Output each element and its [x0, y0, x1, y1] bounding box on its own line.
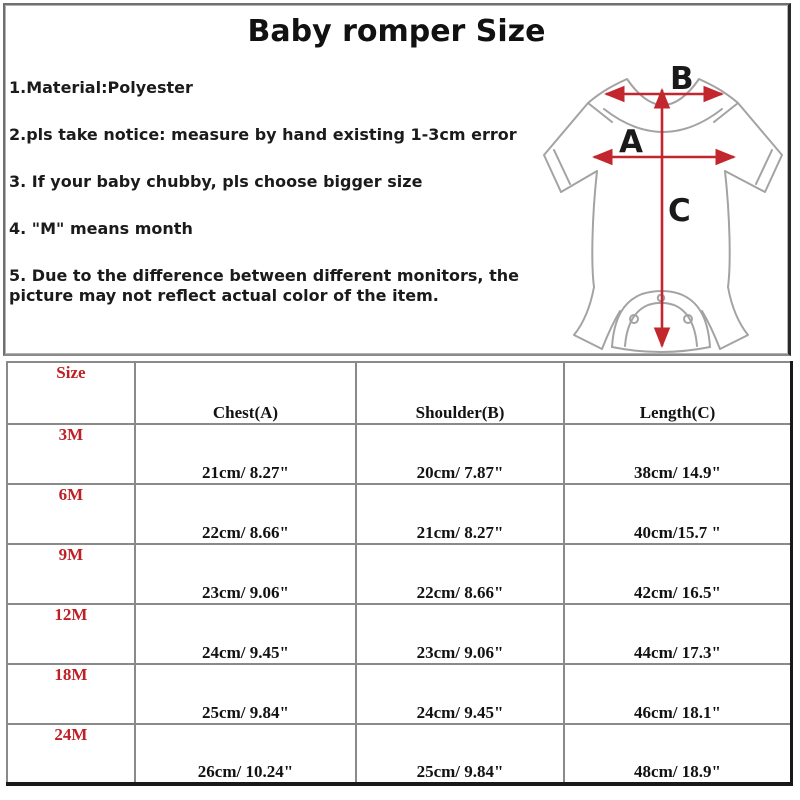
note-month-meaning: 4. "M" means month	[9, 219, 193, 238]
length-cell: 48cm/ 18.9"	[564, 724, 792, 784]
header-chest: Chest(A)	[135, 362, 356, 424]
chest-cell: 23cm/ 9.06"	[135, 544, 356, 604]
table-row	[7, 604, 792, 664]
chest-cell: 26cm/ 10.24"	[135, 724, 356, 784]
table-row	[7, 484, 792, 544]
chest-cell: 22cm/ 8.66"	[135, 484, 356, 544]
header-length: Length(C)	[564, 362, 792, 424]
shoulder-cell: 20cm/ 7.87"	[356, 424, 564, 484]
size-cell: 6M	[7, 484, 135, 544]
shoulder-cell: 22cm/ 8.66"	[356, 544, 564, 604]
size-diagram	[524, 59, 796, 357]
note-monitor-color: 5. Due to the difference between different monitors, the picture may not reflect actual color of the item.	[9, 266, 519, 305]
size-cell: 18M	[7, 664, 135, 724]
label-shoulder-b: B	[670, 61, 694, 97]
size-table	[6, 361, 793, 786]
chest-cell: 24cm/ 9.45"	[135, 604, 356, 664]
page-title: Baby romper Size	[247, 14, 546, 49]
note-measure-error: 2.pls take notice: measure by hand existing 1-3cm error	[9, 125, 517, 144]
label-chest-a: A	[619, 124, 643, 160]
table-row	[7, 424, 792, 484]
length-cell: 44cm/ 17.3"	[564, 604, 792, 664]
note-material: 1.Material:Polyester	[9, 78, 193, 97]
info-frame	[3, 3, 791, 356]
size-cell: 12M	[7, 604, 135, 664]
size-cell: 3M	[7, 424, 135, 484]
label-length-c: C	[668, 193, 691, 229]
table-header-row	[7, 362, 792, 424]
length-cell: 40cm/15.7 "	[564, 484, 792, 544]
shoulder-cell: 21cm/ 8.27"	[356, 484, 564, 544]
size-cell: 9M	[7, 544, 135, 604]
shoulder-cell: 24cm/ 9.45"	[356, 664, 564, 724]
header-shoulder: Shoulder(B)	[356, 362, 564, 424]
note-bigger-size: 3. If your baby chubby, pls choose bigger size	[9, 172, 423, 191]
length-cell: 38cm/ 14.9"	[564, 424, 792, 484]
table-row	[7, 664, 792, 724]
size-cell: 24M	[7, 724, 135, 784]
notes-list	[9, 78, 543, 333]
chest-cell: 21cm/ 8.27"	[135, 424, 356, 484]
table-row	[7, 724, 792, 784]
length-cell: 42cm/ 16.5"	[564, 544, 792, 604]
shoulder-cell: 23cm/ 9.06"	[356, 604, 564, 664]
chest-cell: 25cm/ 9.84"	[135, 664, 356, 724]
shoulder-cell: 25cm/ 9.84"	[356, 724, 564, 784]
header-size: Size	[7, 362, 135, 424]
table-row	[7, 544, 792, 604]
length-cell: 46cm/ 18.1"	[564, 664, 792, 724]
